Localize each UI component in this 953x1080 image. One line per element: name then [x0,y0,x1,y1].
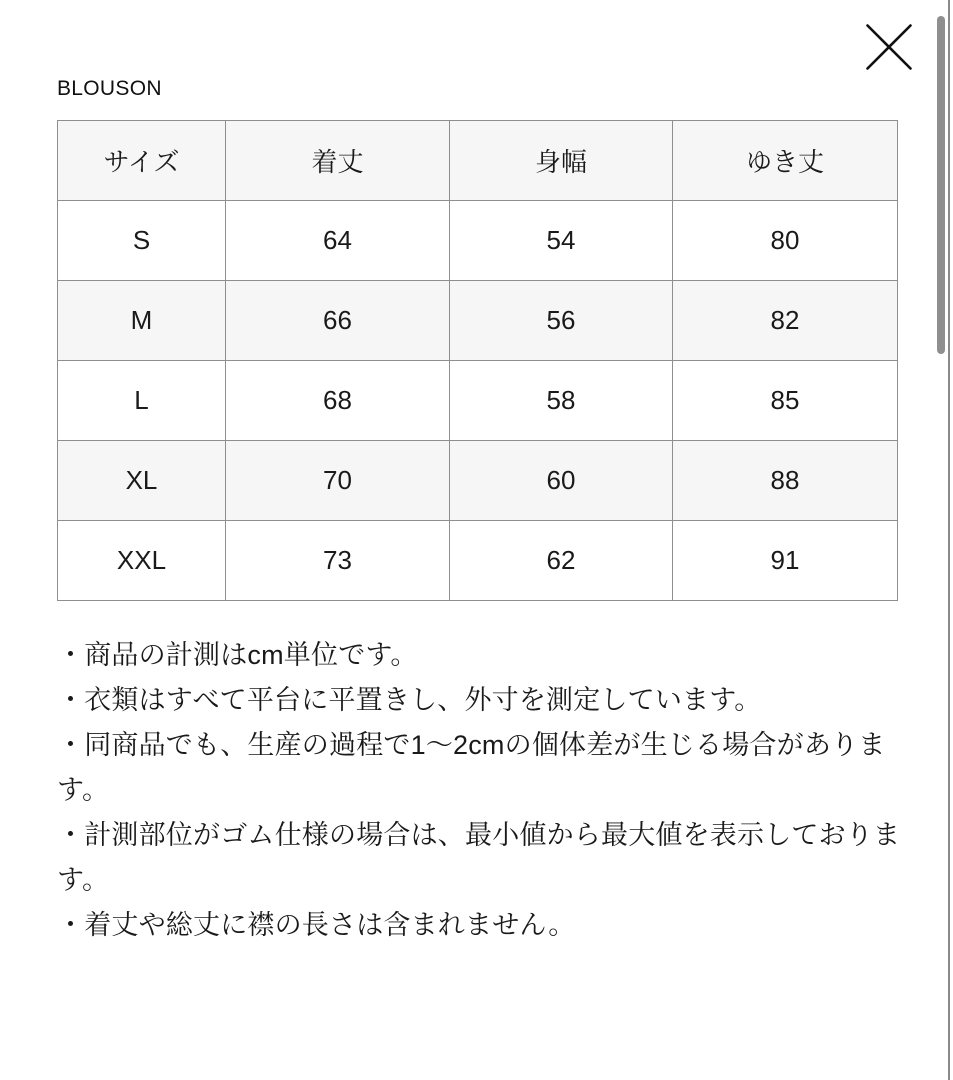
value-cell: 80 [673,201,898,281]
value-cell: 66 [226,281,450,361]
value-cell: 82 [673,281,898,361]
header-cell-size: サイズ [58,121,226,201]
size-cell: M [58,281,226,361]
size-table-header [58,121,898,201]
value-cell: 91 [673,521,898,601]
note-item: ・着丈や総丈に襟の長さは含まれません。 [57,910,576,940]
scrollbar-thumb[interactable] [937,16,945,354]
value-cell: 70 [226,441,450,521]
header-cell-width: 身幅 [450,121,673,201]
close-icon [866,24,912,70]
product-category-title: BLOUSON [57,77,162,100]
table-row-l [58,361,898,441]
value-cell: 60 [450,441,673,521]
note-item: ・同商品でも、生産の過程で1〜2cmの個体差が生じる場合があります。 [57,730,886,805]
table-header-row [58,121,898,201]
measurement-notes [57,633,909,948]
header-cell-length: 着丈 [226,121,450,201]
size-cell: S [58,201,226,281]
note-item: ・商品の計測はcm単位です。 [57,640,418,670]
value-cell: 68 [226,361,450,441]
value-cell: 73 [226,521,450,601]
size-chart-table [57,120,898,601]
close-button[interactable] [860,18,918,76]
note-item: ・計測部位がゴム仕様の場合は、最小値から最大値を表示しております。 [57,820,901,895]
value-cell: 85 [673,361,898,441]
value-cell: 88 [673,441,898,521]
header-cell-sleeve: ゆき丈 [673,121,898,201]
value-cell: 56 [450,281,673,361]
value-cell: 62 [450,521,673,601]
size-cell: L [58,361,226,441]
value-cell: 58 [450,361,673,441]
size-cell: XXL [58,521,226,601]
value-cell: 54 [450,201,673,281]
table-row-s [58,201,898,281]
right-edge-divider [948,0,950,1080]
size-cell: XL [58,441,226,521]
table-row-xl [58,441,898,521]
value-cell: 64 [226,201,450,281]
table-row-m [58,281,898,361]
size-table-body [58,201,898,601]
table-row-xxl [58,521,898,601]
note-item: ・衣類はすべて平台に平置きし、外寸を測定しています。 [57,685,762,715]
